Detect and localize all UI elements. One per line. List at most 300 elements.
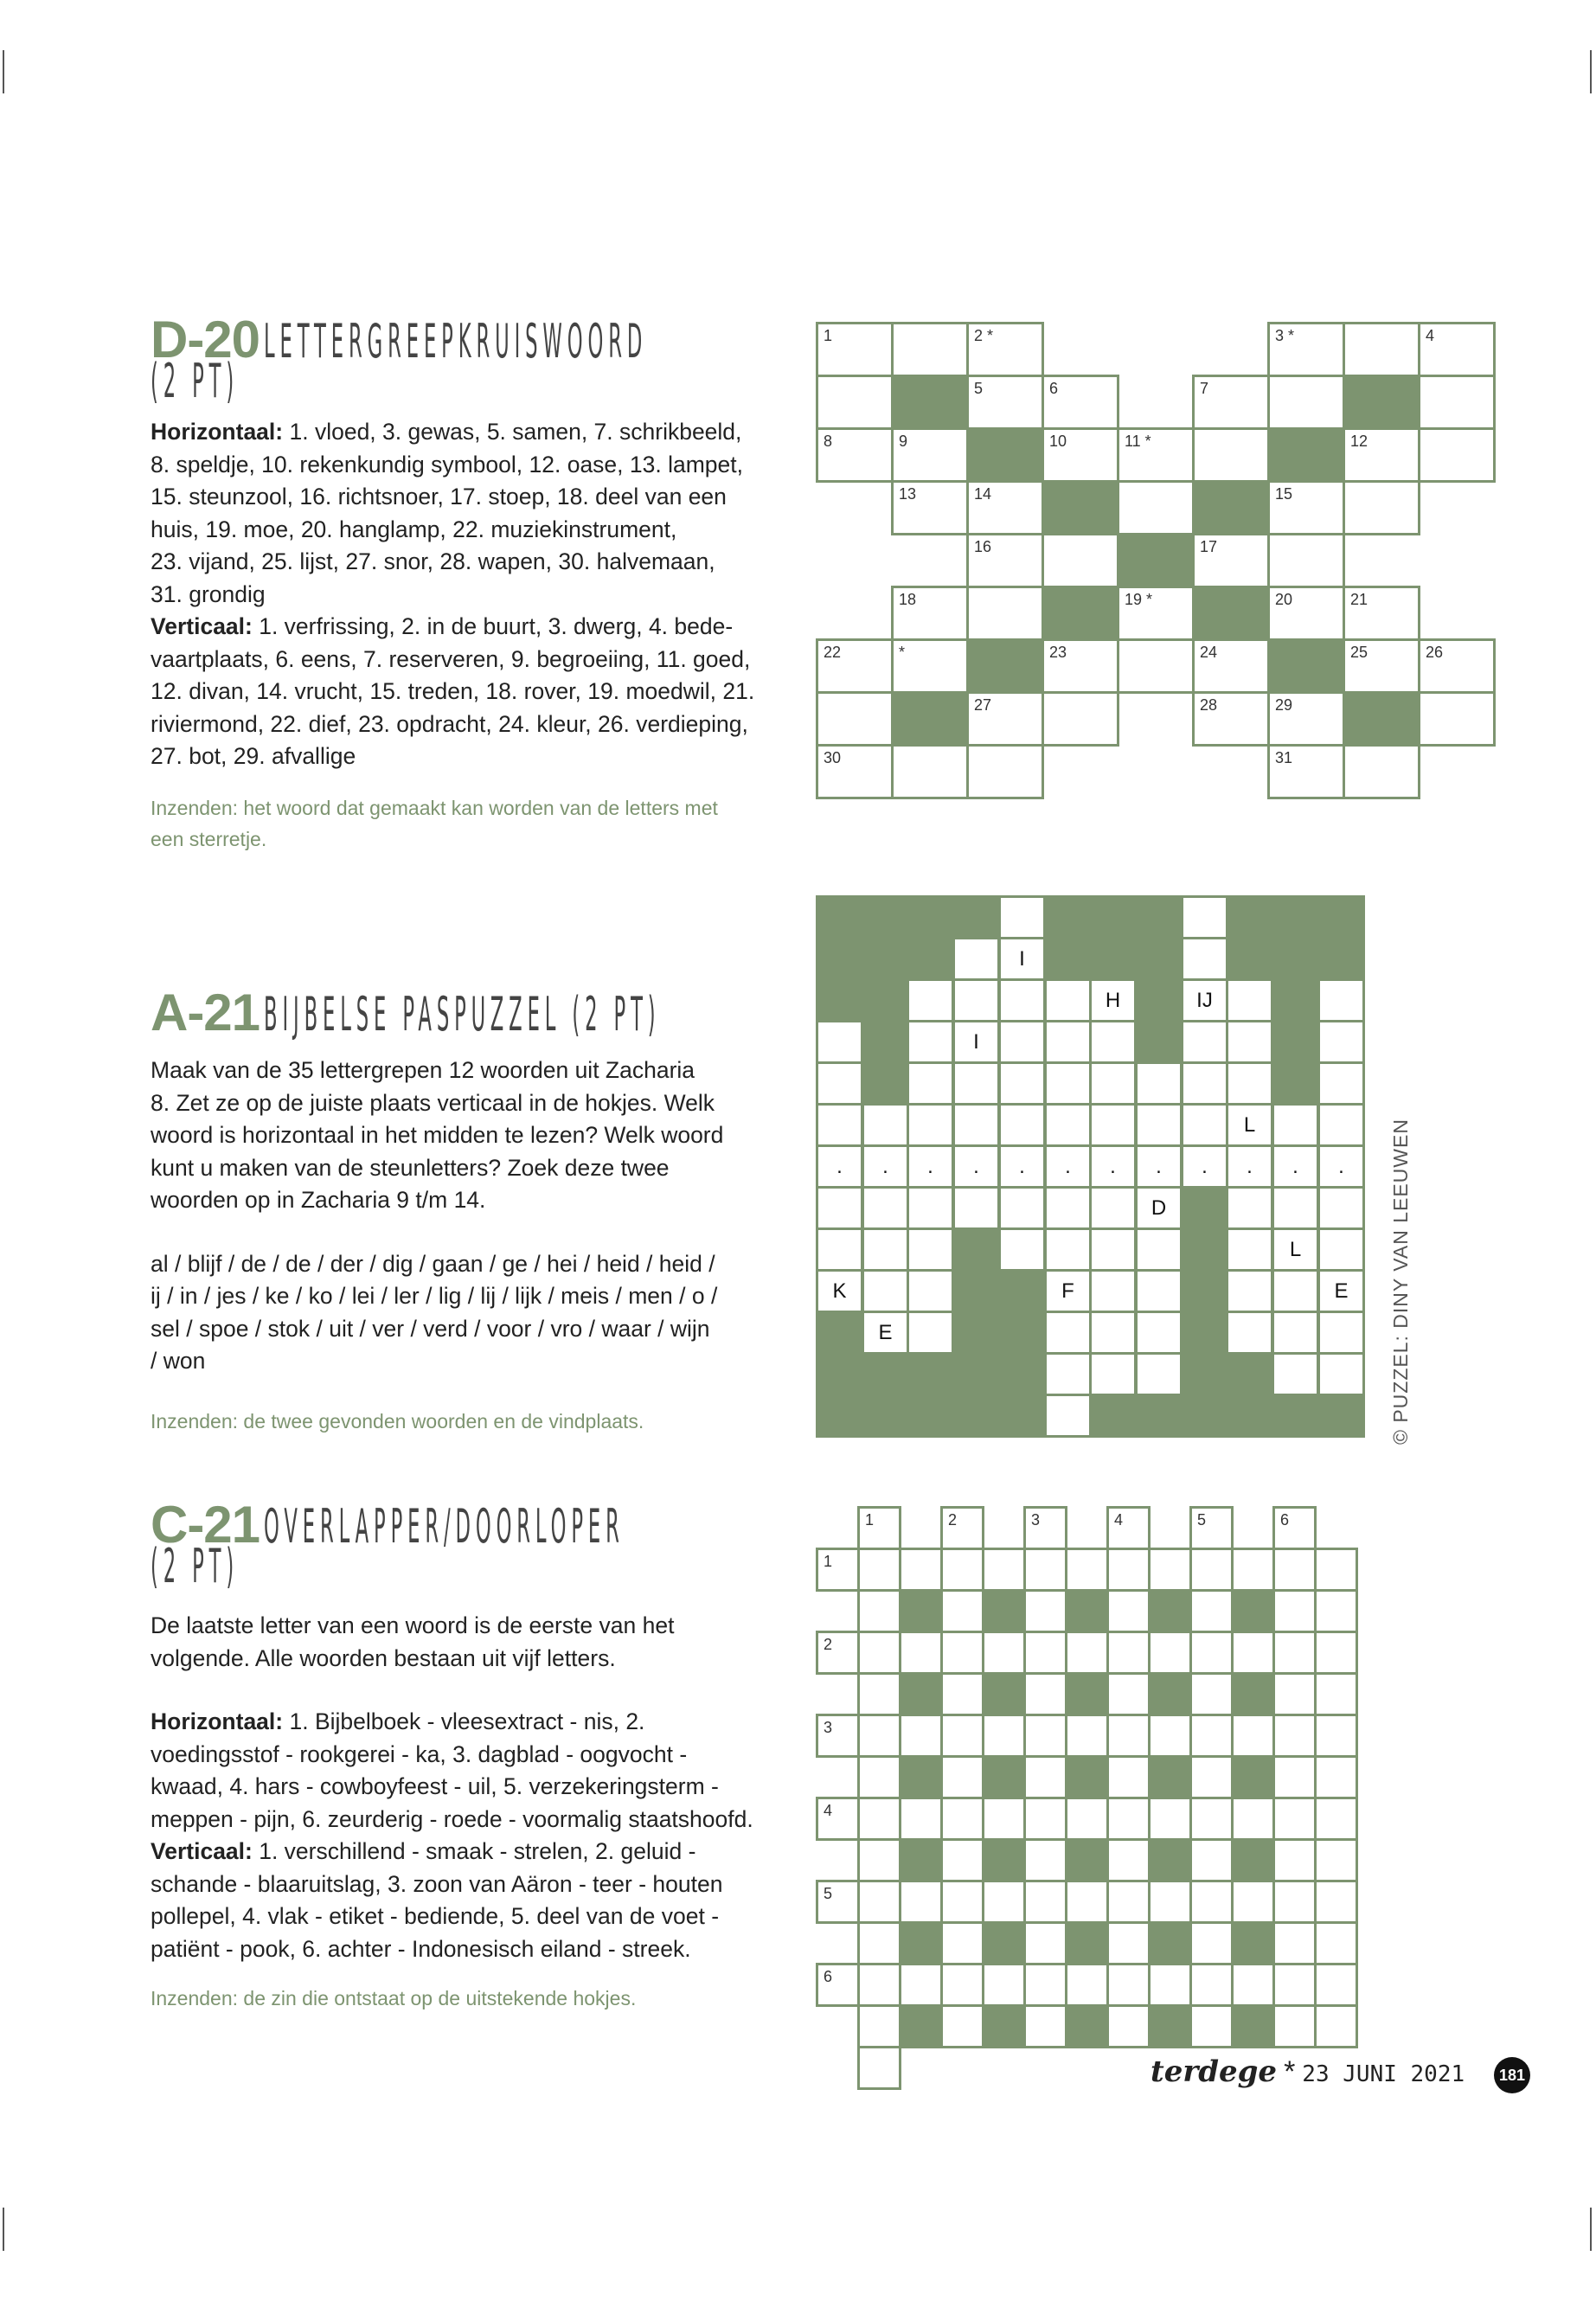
grid-cell[interactable] <box>998 1227 1046 1272</box>
grid-cell[interactable] <box>1317 1020 1365 1064</box>
grid-cell[interactable] <box>1231 1963 1275 2007</box>
grid-cell[interactable] <box>857 1589 901 1633</box>
a21-note: Inzenden: de twee gevonden woorden en de vindplaats. <box>151 1409 644 1433</box>
grid-cell[interactable] <box>816 427 894 483</box>
grid-cell[interactable] <box>1042 638 1119 694</box>
grid-cell[interactable] <box>1272 1921 1317 1965</box>
grid-cell[interactable] <box>1023 1880 1067 1924</box>
grid-cell[interactable] <box>940 1714 984 1758</box>
grid-cell[interactable] <box>998 1061 1046 1106</box>
grid-cell[interactable] <box>998 937 1046 981</box>
grid-cell[interactable] <box>1106 1921 1151 1965</box>
grid-cell[interactable] <box>1023 1838 1067 1882</box>
grid-cell[interactable] <box>1314 1755 1358 1799</box>
grid-cell[interactable] <box>940 1631 984 1675</box>
grid-cell[interactable] <box>857 1921 901 1965</box>
grid-block <box>862 937 909 981</box>
grid-cell[interactable] <box>1226 1144 1273 1189</box>
clue-line: 1. Bijbelboek - vleesextract - nis, 2. <box>283 1708 645 1734</box>
grid-cell[interactable] <box>1418 322 1496 377</box>
grid-cell[interactable] <box>952 978 1000 1022</box>
grid-cell[interactable] <box>1089 1061 1137 1106</box>
grid-cell[interactable] <box>952 937 1000 981</box>
grid-cell[interactable] <box>940 2004 984 2048</box>
grid-cell[interactable] <box>816 744 894 799</box>
grid-cell[interactable] <box>1106 1714 1151 1758</box>
grid-cell[interactable] <box>998 1103 1046 1147</box>
grid-cell[interactable] <box>1418 691 1496 747</box>
grid-cell[interactable] <box>1106 1589 1151 1633</box>
grid-cell[interactable] <box>1135 1352 1183 1396</box>
grid-cell[interactable] <box>816 1144 863 1189</box>
grid-cell[interactable] <box>1231 1631 1275 1675</box>
grid-cell[interactable] <box>857 1631 901 1675</box>
grid-cell[interactable] <box>1418 427 1496 483</box>
grid-cell[interactable] <box>1044 1311 1092 1355</box>
grid-cell[interactable] <box>1135 1269 1183 1313</box>
grid-cell[interactable] <box>1106 1838 1151 1882</box>
clue-line: riviermond, 22. dief, 23. opdracht, 24. kleur, 26. verdieping, <box>151 710 748 737</box>
grid-cell[interactable] <box>1023 1714 1067 1758</box>
numbered-cell[interactable] <box>940 1506 984 1550</box>
grid-cell[interactable] <box>1317 1311 1365 1355</box>
grid-cell[interactable] <box>862 1311 909 1355</box>
grid-cell[interactable] <box>1023 1631 1067 1675</box>
grid-cell[interactable] <box>1314 1838 1358 1882</box>
grid-cell[interactable] <box>816 691 894 747</box>
grid-cell[interactable] <box>952 1020 1000 1064</box>
crop-mark <box>3 2208 4 2251</box>
grid-cell[interactable] <box>1044 1269 1092 1313</box>
grid-cell[interactable] <box>816 1269 863 1313</box>
grid-cell[interactable] <box>1189 1838 1234 1882</box>
grid-cell[interactable] <box>1317 1227 1365 1272</box>
grid-cell[interactable] <box>1343 586 1420 641</box>
grid-cell[interactable] <box>1181 978 1228 1022</box>
grid-block <box>1065 1838 1109 1882</box>
grid-cell[interactable] <box>1023 1755 1067 1799</box>
grid-cell[interactable] <box>857 2004 901 2048</box>
grid-cell[interactable] <box>816 1227 863 1272</box>
grid-cell[interactable] <box>1106 1672 1151 1716</box>
grid-cell[interactable] <box>1192 691 1270 747</box>
grid-cell[interactable] <box>816 375 894 430</box>
grid-cell[interactable] <box>1267 586 1345 641</box>
grid-cell[interactable] <box>1189 1631 1234 1675</box>
grid-cell[interactable] <box>952 1061 1000 1106</box>
grid-cell[interactable] <box>1317 1352 1365 1396</box>
grid-cell[interactable] <box>862 1227 909 1272</box>
grid-cell[interactable] <box>816 638 894 694</box>
grid-cell[interactable] <box>1314 1921 1358 1965</box>
grid-cell[interactable] <box>857 1672 901 1716</box>
numbered-cell[interactable] <box>1272 1506 1317 1550</box>
grid-cell[interactable] <box>907 1020 954 1064</box>
grid-cell[interactable] <box>1117 480 1195 535</box>
grid-cell[interactable] <box>1272 1269 1319 1313</box>
column-number: 5 <box>1197 1511 1207 1529</box>
grid-cell[interactable] <box>1023 1921 1067 1965</box>
grid-cell[interactable] <box>1181 1020 1228 1064</box>
grid-cell[interactable] <box>1343 480 1420 535</box>
grid-cell[interactable] <box>1343 744 1420 799</box>
grid-cell[interactable] <box>899 1963 943 2007</box>
grid-cell[interactable] <box>1044 1144 1092 1189</box>
grid-cell[interactable] <box>907 1186 954 1230</box>
grid-cell[interactable] <box>1189 1755 1234 1799</box>
grid-cell[interactable] <box>1181 1061 1228 1106</box>
d20-clues <box>151 416 791 773</box>
grid-cell[interactable] <box>1089 1020 1137 1064</box>
grid-cell[interactable] <box>1226 1269 1273 1313</box>
grid-cell[interactable] <box>1226 978 1273 1022</box>
numbered-cell[interactable] <box>816 1797 860 1841</box>
grid-cell[interactable] <box>1314 1797 1358 1841</box>
grid-cell[interactable] <box>952 1186 1000 1230</box>
cell-number: 10 <box>1049 433 1067 450</box>
grid-cell[interactable] <box>1272 1963 1317 2007</box>
grid-cell[interactable] <box>1267 691 1345 747</box>
grid-cell[interactable] <box>1044 1103 1092 1147</box>
grid-cell[interactable] <box>1148 1963 1192 2007</box>
grid-cell[interactable] <box>1148 1548 1192 1592</box>
grid-cell[interactable] <box>1272 1144 1319 1189</box>
grid-cell[interactable] <box>1135 1227 1183 1272</box>
grid-cell[interactable] <box>891 480 969 535</box>
grid-cell[interactable] <box>1231 1797 1275 1841</box>
grid-cell[interactable] <box>857 1963 901 2007</box>
numbered-cell[interactable] <box>816 1963 860 2007</box>
clue-line: 31. grondig <box>151 580 266 607</box>
grid-cell[interactable] <box>1065 1963 1109 2007</box>
grid-cell[interactable] <box>816 1186 863 1230</box>
grid-cell[interactable] <box>1065 1631 1109 1675</box>
grid-cell[interactable] <box>857 1838 901 1882</box>
grid-cell[interactable] <box>1267 533 1345 588</box>
grid-cell[interactable] <box>907 1311 954 1355</box>
grid-cell[interactable] <box>1023 1589 1067 1633</box>
grid-cell[interactable] <box>1106 1880 1151 1924</box>
grid-cell[interactable] <box>1181 1103 1228 1147</box>
grid-cell[interactable] <box>940 1548 984 1592</box>
grid-cell[interactable] <box>1231 1880 1275 1924</box>
grid-cell[interactable] <box>1343 638 1420 694</box>
grid-cell[interactable] <box>1042 375 1119 430</box>
grid-cell[interactable] <box>1117 586 1195 641</box>
grid-cell[interactable] <box>966 691 1044 747</box>
grid-cell[interactable] <box>982 1797 1026 1841</box>
grid-cell[interactable] <box>1042 427 1119 483</box>
grid-cell[interactable] <box>940 1880 984 1924</box>
grid-cell[interactable] <box>899 1548 943 1592</box>
grid-cell[interactable] <box>966 480 1044 535</box>
grid-cell[interactable] <box>907 1103 954 1147</box>
grid-cell[interactable] <box>998 895 1046 939</box>
grid-cell[interactable] <box>998 1144 1046 1189</box>
grid-cell[interactable] <box>899 1797 943 1841</box>
grid-cell[interactable] <box>1272 1311 1319 1355</box>
grid-cell[interactable] <box>940 1672 984 1716</box>
grid-cell[interactable] <box>1272 1880 1317 1924</box>
grid-cell[interactable] <box>1181 937 1228 981</box>
grid-cell[interactable] <box>816 1020 863 1064</box>
grid-cell[interactable] <box>1226 1227 1273 1272</box>
grid-cell[interactable] <box>1317 1144 1365 1189</box>
grid-cell[interactable] <box>1106 2004 1151 2048</box>
grid-cell[interactable] <box>1314 1589 1358 1633</box>
grid-cell[interactable] <box>816 1103 863 1147</box>
grid-cell[interactable] <box>982 1880 1026 1924</box>
grid-cell[interactable] <box>1189 1797 1234 1841</box>
grid-cell[interactable] <box>1314 1672 1358 1716</box>
grid-cell[interactable] <box>1106 1755 1151 1799</box>
grid-cell[interactable] <box>1065 1714 1109 1758</box>
grid-cell[interactable] <box>1189 1880 1234 1924</box>
grid-cell[interactable] <box>1226 1103 1273 1147</box>
grid-cell[interactable] <box>1226 1061 1273 1106</box>
grid-cell[interactable] <box>1189 1548 1234 1592</box>
grid-cell[interactable] <box>1189 1672 1234 1716</box>
grid-cell[interactable] <box>857 1714 901 1758</box>
numbered-cell[interactable] <box>816 1548 860 1592</box>
grid-cell[interactable] <box>907 1061 954 1106</box>
grid-cell[interactable] <box>891 427 969 483</box>
grid-cell[interactable] <box>1272 1103 1319 1147</box>
grid-cell[interactable] <box>1089 1311 1137 1355</box>
grid-cell[interactable] <box>1317 1061 1365 1106</box>
grid-block <box>907 937 954 981</box>
grid-cell[interactable] <box>899 1631 943 1675</box>
grid-cell[interactable] <box>1042 691 1119 747</box>
grid-cell[interactable] <box>1106 1548 1151 1592</box>
grid-cell[interactable] <box>1314 2004 1358 2048</box>
grid-cell[interactable] <box>857 1797 901 1841</box>
grid-cell[interactable] <box>907 1227 954 1272</box>
grid-cell[interactable] <box>998 978 1046 1022</box>
grid-cell[interactable] <box>1148 1631 1192 1675</box>
grid-cell[interactable] <box>966 375 1044 430</box>
grid-cell[interactable] <box>1065 1797 1109 1841</box>
grid-cell[interactable] <box>1272 1589 1317 1633</box>
grid-cell[interactable] <box>1192 533 1270 588</box>
grid-cell[interactable] <box>1065 1880 1109 1924</box>
grid-cell[interactable] <box>1135 1186 1183 1230</box>
grid-cell[interactable] <box>982 1714 1026 1758</box>
grid-cell[interactable] <box>1272 1755 1317 1799</box>
grid-cell[interactable] <box>1023 2004 1067 2048</box>
grid-cell[interactable] <box>1106 1631 1151 1675</box>
numbered-cell[interactable] <box>1023 1506 1067 1550</box>
grid-block <box>816 1394 863 1438</box>
grid-cell[interactable] <box>1226 1311 1273 1355</box>
syllable-line: al / blijf / de / de / der / dig / gaan / ge / hei / heid / heid / <box>151 1250 715 1277</box>
grid-cell[interactable] <box>1106 1797 1151 1841</box>
grid-cell[interactable] <box>1023 1672 1067 1716</box>
grid-cell[interactable] <box>1272 1548 1317 1592</box>
grid-cell[interactable] <box>1267 375 1345 430</box>
grid-cell[interactable] <box>862 1103 909 1147</box>
grid-cell[interactable] <box>1189 1714 1234 1758</box>
grid-cell[interactable] <box>862 1186 909 1230</box>
grid-block <box>982 1921 1026 1965</box>
grid-cell[interactable] <box>1089 978 1137 1022</box>
grid-cell[interactable] <box>982 1548 1026 1592</box>
grid-cell[interactable] <box>940 1589 984 1633</box>
grid-cell[interactable] <box>1231 1714 1275 1758</box>
grid-cell[interactable] <box>1189 1589 1234 1633</box>
grid-cell[interactable] <box>1044 1020 1092 1064</box>
grid-cell[interactable] <box>1267 744 1345 799</box>
grid-cell[interactable] <box>1343 427 1420 483</box>
grid-cell[interactable] <box>1089 1269 1137 1313</box>
grid-cell[interactable] <box>966 533 1044 588</box>
grid-cell[interactable] <box>940 1755 984 1799</box>
grid-cell[interactable] <box>1135 1311 1183 1355</box>
grid-cell[interactable] <box>1317 1103 1365 1147</box>
grid-cell[interactable] <box>1267 480 1345 535</box>
grid-cell[interactable] <box>1023 1548 1067 1592</box>
grid-cell[interactable] <box>1148 1880 1192 1924</box>
grid-cell[interactable] <box>1117 427 1195 483</box>
grid-cell[interactable] <box>1192 375 1270 430</box>
grid-cell[interactable] <box>1044 1061 1092 1106</box>
grid-cell[interactable] <box>982 1963 1026 2007</box>
grid-cell[interactable] <box>1023 1963 1067 2007</box>
grid-cell[interactable] <box>1192 427 1270 483</box>
grid-block <box>1272 895 1319 939</box>
grid-cell[interactable] <box>1272 1186 1319 1230</box>
grid-cell[interactable] <box>1267 322 1345 377</box>
grid-cell[interactable] <box>1272 1227 1319 1272</box>
grid-cell[interactable] <box>907 1269 954 1313</box>
grid-cell[interactable] <box>1044 978 1092 1022</box>
grid-block <box>1192 586 1270 641</box>
grid-cell[interactable] <box>899 1880 943 1924</box>
grid-cell[interactable] <box>907 1144 954 1189</box>
grid-cell[interactable] <box>891 744 969 799</box>
grid-cell[interactable] <box>1192 638 1270 694</box>
grid-cell[interactable] <box>1044 1227 1092 1272</box>
grid-cell[interactable] <box>1317 978 1365 1022</box>
grid-cell[interactable] <box>891 322 969 377</box>
grid-cell[interactable] <box>1226 1186 1273 1230</box>
grid-cell[interactable] <box>1226 1020 1273 1064</box>
grid-cell[interactable] <box>1106 1963 1151 2007</box>
grid-cell[interactable] <box>816 322 894 377</box>
grid-cell[interactable] <box>1089 1352 1137 1396</box>
grid-cell[interactable] <box>1117 638 1195 694</box>
grid-cell[interactable] <box>857 1755 901 1799</box>
grid-cell[interactable] <box>966 322 1044 377</box>
grid-cell[interactable] <box>1044 1186 1092 1230</box>
grid-cell[interactable] <box>1314 1714 1358 1758</box>
grid-cell[interactable] <box>1314 1880 1358 1924</box>
grid-cell[interactable] <box>1044 1394 1092 1438</box>
grid-cell[interactable] <box>857 2046 901 2090</box>
grid-cell[interactable] <box>1148 1797 1192 1841</box>
grid-cell[interactable] <box>899 1714 943 1758</box>
grid-cell[interactable] <box>1135 1061 1183 1106</box>
grid-cell[interactable] <box>1418 638 1496 694</box>
grid-cell[interactable] <box>1314 1631 1358 1675</box>
grid-cell[interactable] <box>1181 1144 1228 1189</box>
grid-cell[interactable] <box>1135 1144 1183 1189</box>
grid-cell[interactable] <box>1272 2004 1317 2048</box>
grid-block <box>1089 895 1137 939</box>
grid-cell[interactable] <box>816 1061 863 1106</box>
grid-cell[interactable] <box>1317 1186 1365 1230</box>
grid-cell[interactable] <box>940 1921 984 1965</box>
grid-cell[interactable] <box>1135 1103 1183 1147</box>
grid-cell[interactable] <box>1089 1144 1137 1189</box>
grid-cell[interactable] <box>1272 1631 1317 1675</box>
grid-cell[interactable] <box>1314 1548 1358 1592</box>
grid-cell[interactable] <box>966 586 1044 641</box>
grid-cell[interactable] <box>966 744 1044 799</box>
grid-cell[interactable] <box>862 1144 909 1189</box>
grid-cell[interactable] <box>940 1963 984 2007</box>
grid-block <box>899 1838 943 1882</box>
grid-cell[interactable] <box>1418 375 1496 430</box>
grid-block <box>1065 1755 1109 1799</box>
grid-cell[interactable] <box>998 1020 1046 1064</box>
grid-cell[interactable] <box>1231 1548 1275 1592</box>
grid-cell[interactable] <box>1272 1838 1317 1882</box>
grid-cell[interactable] <box>1272 1797 1317 1841</box>
numbered-cell[interactable] <box>816 1714 860 1758</box>
grid-cell[interactable] <box>1042 533 1119 588</box>
grid-cell[interactable] <box>1272 1352 1319 1396</box>
numbered-cell[interactable] <box>1189 1506 1234 1550</box>
grid-cell[interactable] <box>1317 1269 1365 1313</box>
grid-cell[interactable] <box>952 1103 1000 1147</box>
grid-cell[interactable] <box>1189 2004 1234 2048</box>
grid-cell[interactable] <box>1272 1672 1317 1716</box>
grid-cell[interactable] <box>1044 1352 1092 1396</box>
grid-cell[interactable] <box>1023 1797 1067 1841</box>
grid-cell[interactable] <box>1343 322 1420 377</box>
grid-block <box>1181 1352 1228 1396</box>
grid-cell[interactable] <box>857 1548 901 1592</box>
numbered-cell[interactable] <box>1106 1506 1151 1550</box>
grid-cell[interactable] <box>1089 1186 1137 1230</box>
grid-block <box>899 1589 943 1633</box>
numbered-cell[interactable] <box>816 1880 860 1924</box>
grid-cell[interactable] <box>891 638 969 694</box>
grid-cell[interactable] <box>857 1880 901 1924</box>
grid-cell[interactable] <box>1189 1963 1234 2007</box>
cell-number: 18 <box>899 591 917 608</box>
grid-cell[interactable] <box>891 586 969 641</box>
grid-cell[interactable] <box>1314 1963 1358 2007</box>
numbered-cell[interactable] <box>816 1631 860 1675</box>
grid-cell[interactable] <box>940 1797 984 1841</box>
grid-cell[interactable] <box>952 1144 1000 1189</box>
grid-cell[interactable] <box>1272 1714 1317 1758</box>
grid-cell[interactable] <box>862 1269 909 1313</box>
grid-cell[interactable] <box>940 1838 984 1882</box>
grid-cell[interactable] <box>1065 1548 1109 1592</box>
grid-cell[interactable] <box>982 1631 1026 1675</box>
numbered-cell[interactable] <box>857 1506 901 1550</box>
grid-cell[interactable] <box>1148 1714 1192 1758</box>
grid-cell[interactable] <box>1189 1921 1234 1965</box>
grid-cell[interactable] <box>1089 1103 1137 1147</box>
grid-cell[interactable] <box>998 1186 1046 1230</box>
grid-cell[interactable] <box>1089 1227 1137 1272</box>
grid-cell[interactable] <box>907 978 954 1022</box>
grid-cell[interactable] <box>1181 895 1228 939</box>
